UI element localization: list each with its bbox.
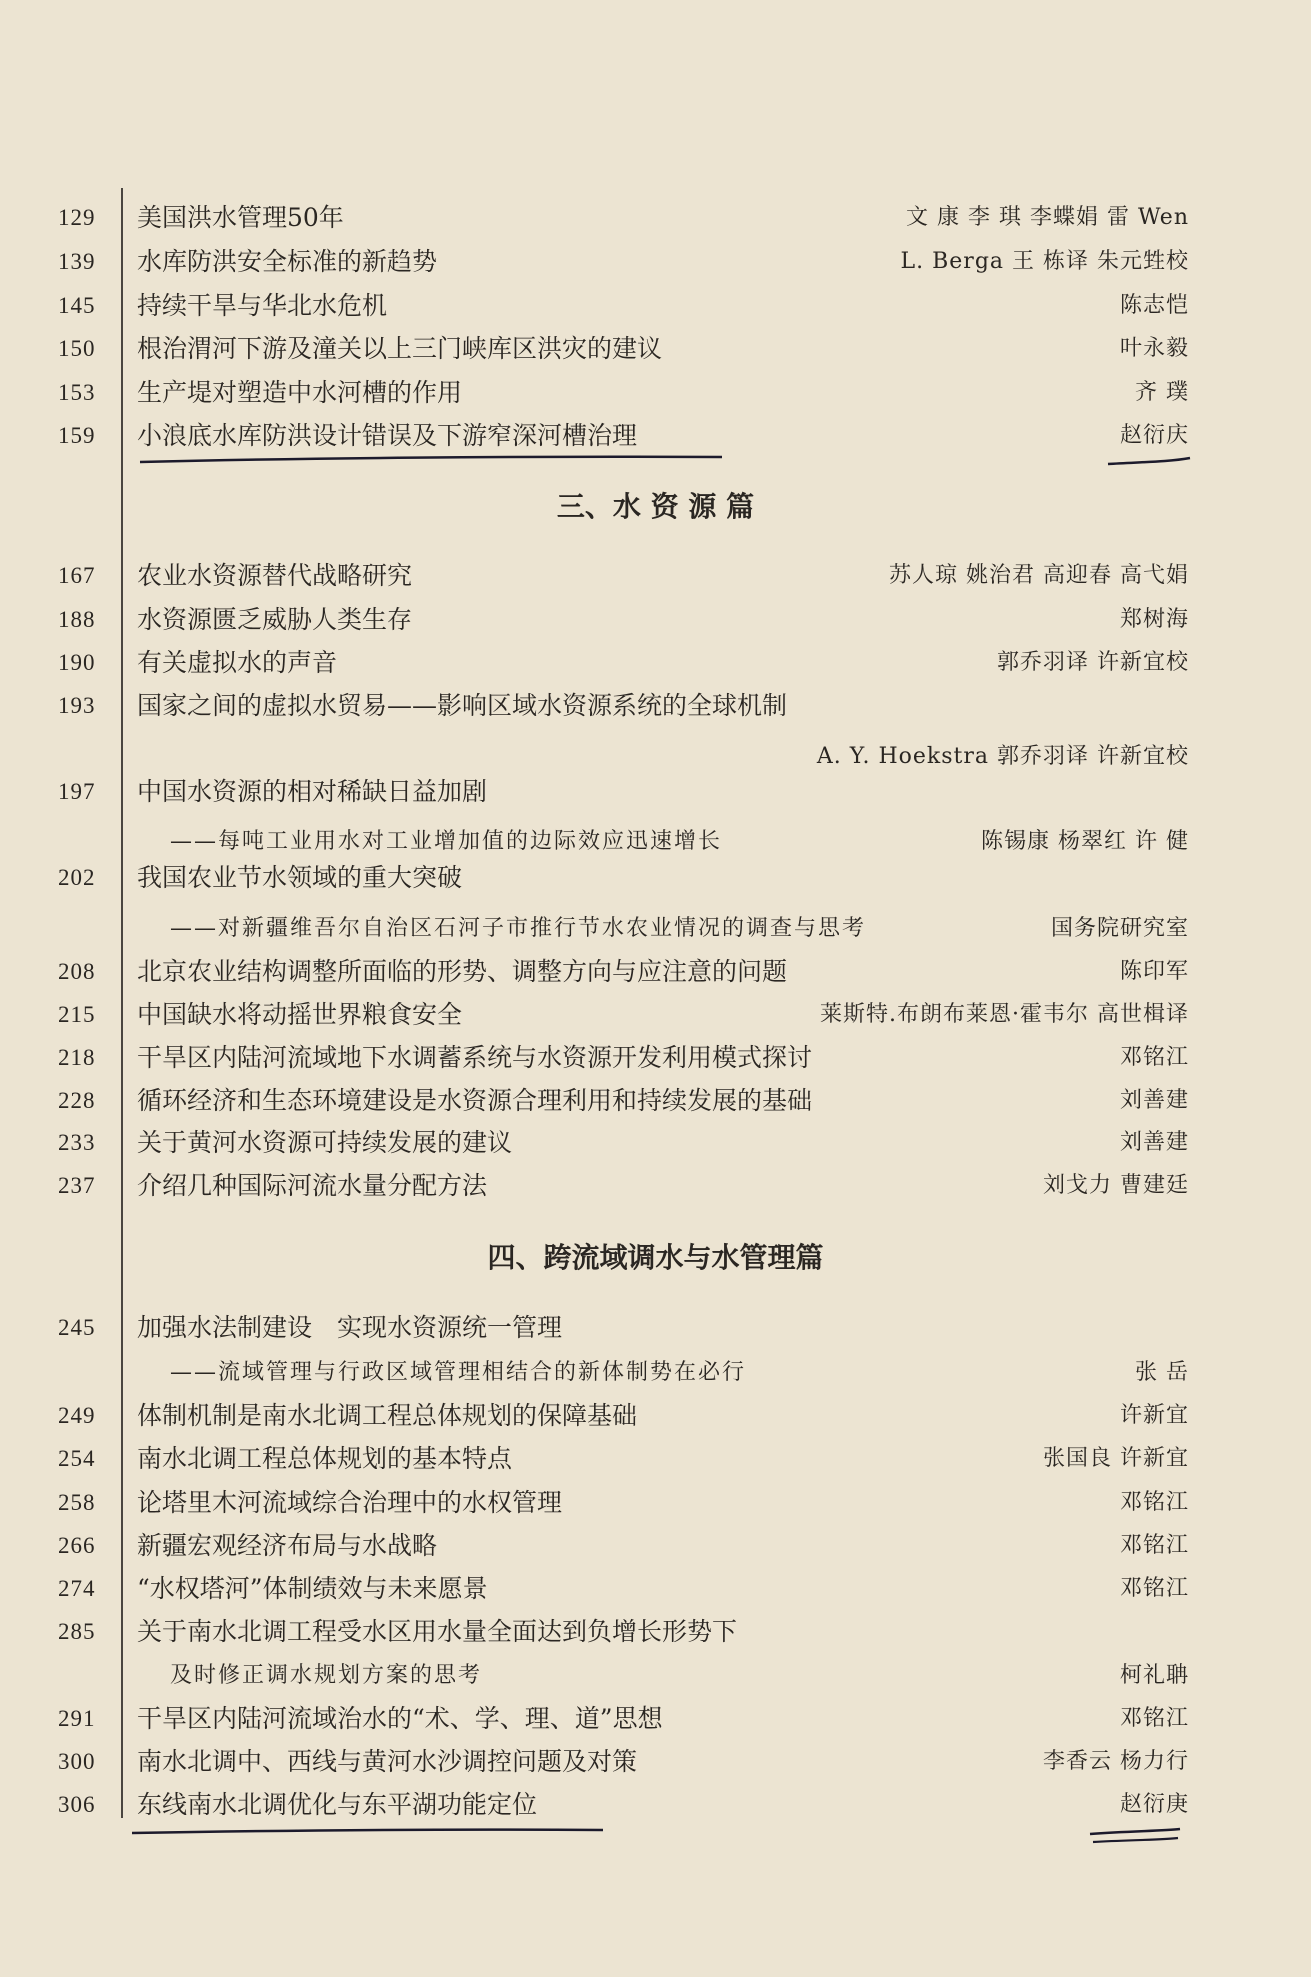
entry-title: 介绍几种国际河流水量分配方法 xyxy=(137,1171,488,1200)
entry-author: L. Berga 王 栋译 朱元甡校 xyxy=(900,249,1189,274)
page-number: 150 xyxy=(58,336,96,361)
entry-title: “水权塔河”体制绩效与未来愿景 xyxy=(137,1574,488,1603)
entry-author: 李香云 杨力行 xyxy=(1043,1749,1189,1774)
page-number: 245 xyxy=(58,1315,96,1340)
entry-title: 根治渭河下游及潼关以上三门峡库区洪灾的建议 xyxy=(137,334,663,363)
entry-title: 新疆宏观经济布局与水战略 xyxy=(137,1531,438,1560)
entry-title: 加强水法制建设 实现水资源统一管理 xyxy=(137,1313,563,1342)
page-number: 254 xyxy=(58,1446,96,1471)
page-number: 202 xyxy=(58,865,96,890)
page-number: 193 xyxy=(58,693,96,718)
page-number: 145 xyxy=(58,293,96,318)
entry-title: 南水北调工程总体规划的基本特点 xyxy=(137,1444,513,1473)
entry-title: 关于黄河水资源可持续发展的建议 xyxy=(137,1128,513,1157)
page-number: 159 xyxy=(58,423,96,448)
entry-author: 莱斯特.布朗布莱恩·霍韦尔 高世楫译 xyxy=(820,1002,1189,1027)
entry-author: 叶永毅 xyxy=(1119,336,1189,361)
entry-author: 刘善建 xyxy=(1119,1088,1189,1113)
entry-title: 论塔里木河流域综合治理中的水权管理 xyxy=(137,1488,563,1517)
entry-author: 国务院研究室 xyxy=(1050,916,1189,941)
entry-title: 循环经济和生态环境建设是水资源合理利用和持续发展的基础 xyxy=(137,1086,813,1115)
entry-subtitle: ——流域管理与行政区域管理相结合的新体制势在必行 xyxy=(170,1360,747,1385)
entry-title: 美国洪水管理50年 xyxy=(137,203,344,232)
entry-author: 陈印军 xyxy=(1119,959,1189,984)
page-number: 153 xyxy=(58,380,96,405)
entry-author: 邓铭江 xyxy=(1119,1576,1189,1601)
entry-author: 许新宜 xyxy=(1119,1403,1189,1428)
entry-title: 水库防洪安全标准的新趋势 xyxy=(137,247,438,276)
entry-title: 我国农业节水领域的重大突破 xyxy=(137,863,463,892)
pen-underline-306-author-a xyxy=(1090,1829,1180,1834)
page-number: 129 xyxy=(58,205,96,230)
entry-author: 赵衍庚 xyxy=(1119,1792,1189,1817)
entry-title: 农业水资源替代战略研究 xyxy=(137,561,413,590)
page-number: 233 xyxy=(58,1130,96,1155)
entry-title: 中国缺水将动摇世界粮食安全 xyxy=(137,1000,463,1029)
page-number: 215 xyxy=(58,1002,96,1027)
entry-author: 刘戈力 曹建廷 xyxy=(1043,1173,1189,1198)
entry-title: 水资源匮乏威胁人类生存 xyxy=(137,605,413,634)
pen-underline-306-title xyxy=(132,1830,603,1833)
page-number: 237 xyxy=(58,1173,96,1198)
page-number: 139 xyxy=(58,249,96,274)
page-number: 218 xyxy=(58,1045,96,1070)
page-number: 197 xyxy=(58,779,96,804)
entry-title: 东线南水北调优化与东平湖功能定位 xyxy=(137,1790,538,1819)
page-number: 274 xyxy=(58,1576,96,1601)
entry-title: 中国水资源的相对稀缺日益加剧 xyxy=(137,777,488,806)
entry-subtitle: ——每吨工业用水对工业增加值的边际效应迅速增长 xyxy=(170,829,723,854)
entry-author: 文 康 李 琪 李蝶娟 雷 Wen xyxy=(906,205,1189,230)
page-number: 291 xyxy=(58,1706,96,1731)
entry-author: 赵衍庆 xyxy=(1119,423,1189,448)
page-number: 300 xyxy=(58,1749,96,1774)
page-number: 208 xyxy=(58,959,96,984)
entry-title: 生产堤对塑造中水河槽的作用 xyxy=(137,378,463,407)
entry-author: 张国良 许新宜 xyxy=(1043,1446,1189,1471)
entry-author: 郭乔羽译 许新宜校 xyxy=(997,650,1189,675)
entry-author: 陈锡康 杨翠红 许 健 xyxy=(981,829,1189,854)
entry-title: 国家之间的虚拟水贸易——影响区域水资源系统的全球机制 xyxy=(137,691,788,720)
section-heading: 三、水 资 源 篇 xyxy=(556,490,755,523)
page-number: 306 xyxy=(58,1792,96,1817)
page-number: 167 xyxy=(58,563,96,588)
entry-author: 刘善建 xyxy=(1119,1130,1189,1155)
entry-title: 关于南水北调工程受水区用水量全面达到负增长形势下 xyxy=(137,1617,738,1646)
pen-underline-159-author xyxy=(1108,458,1190,464)
entry-author: 苏人琼 姚治君 高迎春 高弋娟 xyxy=(889,563,1189,588)
page-number: 249 xyxy=(58,1403,96,1428)
pen-underline-306-author-b xyxy=(1093,1838,1178,1842)
entry-author: A. Y. Hoekstra 郭乔羽译 许新宜校 xyxy=(816,744,1189,769)
entry-title: 北京农业结构调整所面临的形势、调整方向与应注意的问题 xyxy=(137,957,788,986)
entry-author: 邓铭江 xyxy=(1119,1533,1189,1558)
entry-author: 邓铭江 xyxy=(1119,1045,1189,1070)
entry-author: 邓铭江 xyxy=(1119,1490,1189,1515)
pen-underline-159-title xyxy=(140,457,722,462)
entry-title: 小浪底水库防洪设计错误及下游窄深河槽治理 xyxy=(137,421,638,450)
section-heading: 四、跨流域调水与水管理篇 xyxy=(487,1241,824,1274)
page-number: 285 xyxy=(58,1619,96,1644)
entry-author: 邓铭江 xyxy=(1119,1706,1189,1731)
entry-title: 体制机制是南水北调工程总体规划的保障基础 xyxy=(137,1401,638,1430)
entry-title: 干旱区内陆河流域治水的“术、学、理、道”思想 xyxy=(137,1704,663,1733)
entry-author: 张 岳 xyxy=(1135,1360,1189,1385)
page-number: 266 xyxy=(58,1533,96,1558)
page-number: 188 xyxy=(58,607,96,632)
entry-author: 陈志恺 xyxy=(1119,293,1189,318)
page-number: 228 xyxy=(58,1088,96,1113)
entry-author: 柯礼聃 xyxy=(1119,1663,1189,1688)
entry-title: 南水北调中、西线与黄河水沙调控问题及对策 xyxy=(137,1747,638,1776)
entry-title: 干旱区内陆河流域地下水调蓄系统与水资源开发利用模式探讨 xyxy=(137,1043,813,1072)
entry-subtitle: ——对新疆维吾尔自治区石河子市推行节水农业情况的调查与思考 xyxy=(170,916,867,941)
entry-author: 郑树海 xyxy=(1119,607,1189,632)
entry-title: 持续干旱与华北水危机 xyxy=(137,291,388,320)
page-number: 190 xyxy=(58,650,96,675)
entry-title: 有关虚拟水的声音 xyxy=(137,648,338,677)
entry-author: 齐 璞 xyxy=(1135,380,1189,405)
page-number: 258 xyxy=(58,1490,96,1515)
entry-subtitle: 及时修正调水规划方案的思考 xyxy=(170,1663,483,1688)
